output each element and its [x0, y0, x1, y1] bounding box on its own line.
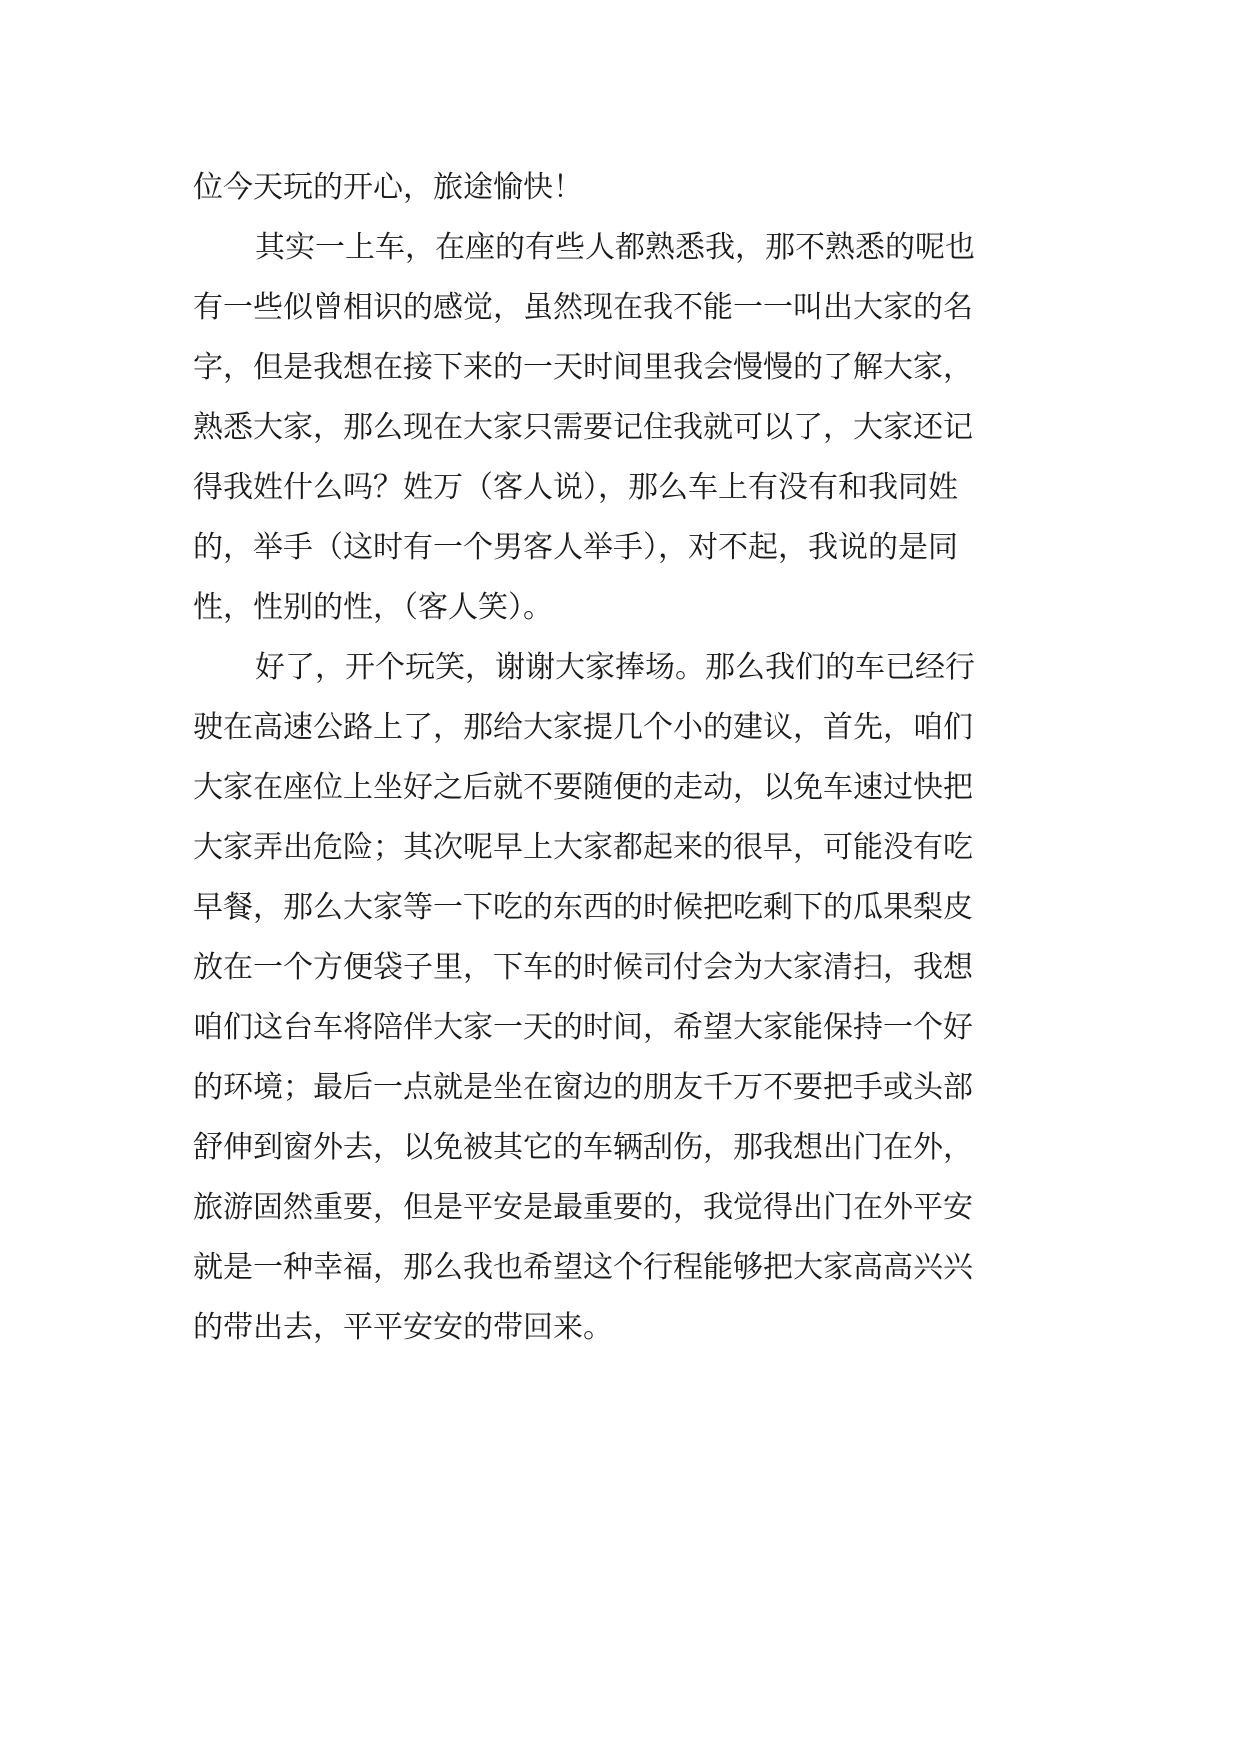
text-line: 的环境；最后一点就是坐在窗边的朋友千万不要把手或头部: [193, 1070, 973, 1105]
document-body: [193, 158, 1053, 1358]
paragraph-continuation: [193, 158, 1053, 218]
text-line: 早餐，那么大家等一下吃的东西的时候把吃剩下的瓜果梨皮: [193, 890, 973, 925]
text-line: 其实一上车，在座的有些人都熟悉我，那不熟悉的呢也: [255, 230, 975, 265]
text-line: 大家弄出危险；其次呢早上大家都起来的很早，可能没有吃: [193, 830, 973, 865]
text-line: 放在一个方便袋子里，下车的时候司付会为大家清扫，我想: [193, 950, 973, 985]
text-line: 大家在座位上坐好之后就不要随便的走动，以免车速过快把: [193, 770, 973, 805]
text-line: 的，举手（这时有一个男客人举手），对不起，我说的是同: [193, 530, 958, 565]
text-line: 旅游固然重要，但是平安是最重要的，我觉得出门在外平安: [193, 1190, 973, 1225]
text-line: 字，但是我想在接下来的一天时间里我会慢慢的了解大家，: [193, 350, 973, 385]
text-line: 舒伸到窗外去，以免被其它的车辆刮伤，那我想出门在外，: [193, 1130, 973, 1165]
text-line: 熟悉大家，那么现在大家只需要记住我就可以了，大家还记: [193, 410, 973, 445]
paragraph-introduction: [193, 218, 1053, 638]
text-line: 位今天玩的开心，旅途愉快！: [193, 170, 583, 205]
paragraph-suggestions: [193, 638, 1053, 1358]
text-line: 得我姓什么吗？姓万（客人说），那么车上有没有和我同姓: [193, 470, 958, 505]
text-line: 咱们这台车将陪伴大家一天的时间，希望大家能保持一个好: [193, 1010, 973, 1045]
text-line: 就是一种幸福，那么我也希望这个行程能够把大家高高兴兴: [193, 1250, 973, 1285]
text-line: 的带出去，平平安安的带回来。: [193, 1310, 613, 1345]
text-line: 有一些似曾相识的感觉，虽然现在我不能一一叫出大家的名: [193, 290, 973, 325]
text-line: 性，性别的性，（客人笑）。: [193, 590, 553, 625]
text-line: 好了，开个玩笑，谢谢大家捧场。那么我们的车已经行: [255, 650, 975, 685]
text-line: 驶在高速公路上了，那给大家提几个小的建议，首先，咱们: [193, 710, 973, 745]
